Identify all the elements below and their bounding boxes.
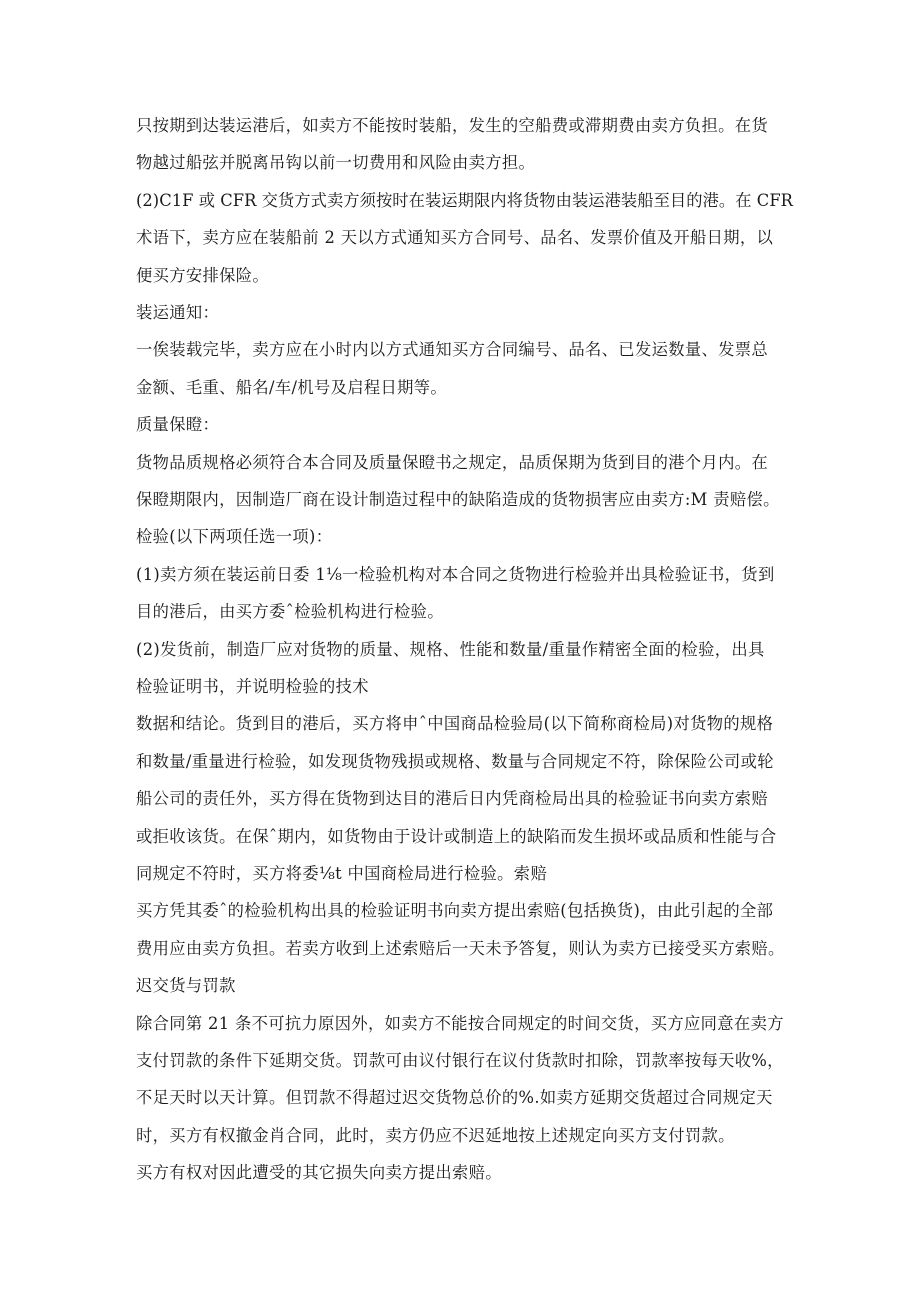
text-line: 不足天时以天计算。但罚款不得超过迟交货物总价的%.如卖方延期交货超过合同规定天 (136, 1088, 773, 1107)
text-line: 或拒收该货。在保ˆ期内，如货物由于设计或制造上的缺陷而发生损坏或品质和性能与合 (136, 827, 777, 846)
text-line: 买方有权对因此遭受的其它损失向卖方提出索赔。 (136, 1163, 502, 1182)
text-line: (1)卖方须在装运前日委 1⅛一检验机构对本合同之货物进行检验并出具检验证书，货到 (136, 565, 775, 584)
text-line: 支付罚款的条件下延期交货。罚款可由议付银行在议付货款时扣除，罚款率按每天收%， (136, 1051, 784, 1070)
text-line: 术语下，卖方应在装船前 2 天以方式通知买方合同号、品名、发票价值及开船日期，以 (136, 228, 774, 247)
text-line: 和数量/重量进行检验，如发现货物残损或规格、数量与合同规定不符，除保险公司或轮 (136, 752, 774, 771)
text-line: 数据和结论。货到目的港后，买方将申ˆ中国商品检验局(以下简称商检局)对货物的规格 (136, 714, 774, 733)
section-heading: 迟交货与罚款 (136, 976, 236, 995)
text-line: 物越过船弦并脱离吊钩以前一切费用和风险由卖方担。 (136, 153, 536, 172)
text-line: 买方凭其委ˆ的检验机构出具的检验证明书向卖方提出索赔(包括换货)，由此引起的全部 (136, 901, 774, 920)
text-line: 费用应由卖方负担。若卖方收到上述索赔后一天未予答复，则认为卖方已接受买方索赔。 (136, 939, 785, 958)
text-line: 货物品质规格必须符合本合同及质量保瞪书之规定，品质保期为货到目的港个月内。在 (136, 453, 768, 472)
text-line: (2)C1F 或 CFR 交货方式卖方须按时在装运期限内将货物由装运港装船至目的港。在 CFR (136, 191, 793, 210)
section-heading: 检验(以下两项任选一项)： (136, 527, 333, 546)
text-line: 金额、毛重、船名/车/机号及启程日期等。 (136, 378, 448, 397)
text-line: (2)发货前，制造厂应对货物的质量、规格、性能和数量/重量作精密全面的检验，出具 (136, 640, 765, 659)
text-line: 检验证明书，并说明检验的技术 (136, 677, 369, 696)
section-heading: 质量保瞪： (136, 415, 220, 434)
text-line: 船公司的责任外，买方得在货物到达目的港后日内凭商检局出具的检验证书向卖方索赔 (136, 789, 768, 808)
text-line: 时，买方有权撤金肖合同，此时，卖方仍应不迟延地按上述规定向买方支付罚款。 (136, 1126, 735, 1145)
text-line: 保瞪期限内，因制造厂商在设计制造过程中的缺陷造成的货物损害应由卖方:M 责赔偿。 (136, 490, 780, 509)
text-line: 除合同第 21 条不可抗力原因外，如卖方不能按合同规定的时间交货，买方应同意在卖方 (136, 1014, 784, 1033)
section-heading: 装运通知： (136, 303, 220, 322)
text-line: 只按期到达装运港后，如卖方不能按时装船，发生的空船费或滞期费由卖方负担。在货 (136, 116, 768, 135)
text-line: 同规定不符时，买方将委⅛t 中国商检局进行检验。索赔 (136, 864, 548, 883)
text-line: 便买方安排保险。 (136, 266, 270, 285)
text-line: 目的港后，由买方委ˆ检验机构进行检验。 (136, 602, 444, 621)
text-line: 一俟装载完毕，卖方应在小时内以方式通知买方合同编号、品名、已发运数量、发票总 (136, 340, 768, 359)
